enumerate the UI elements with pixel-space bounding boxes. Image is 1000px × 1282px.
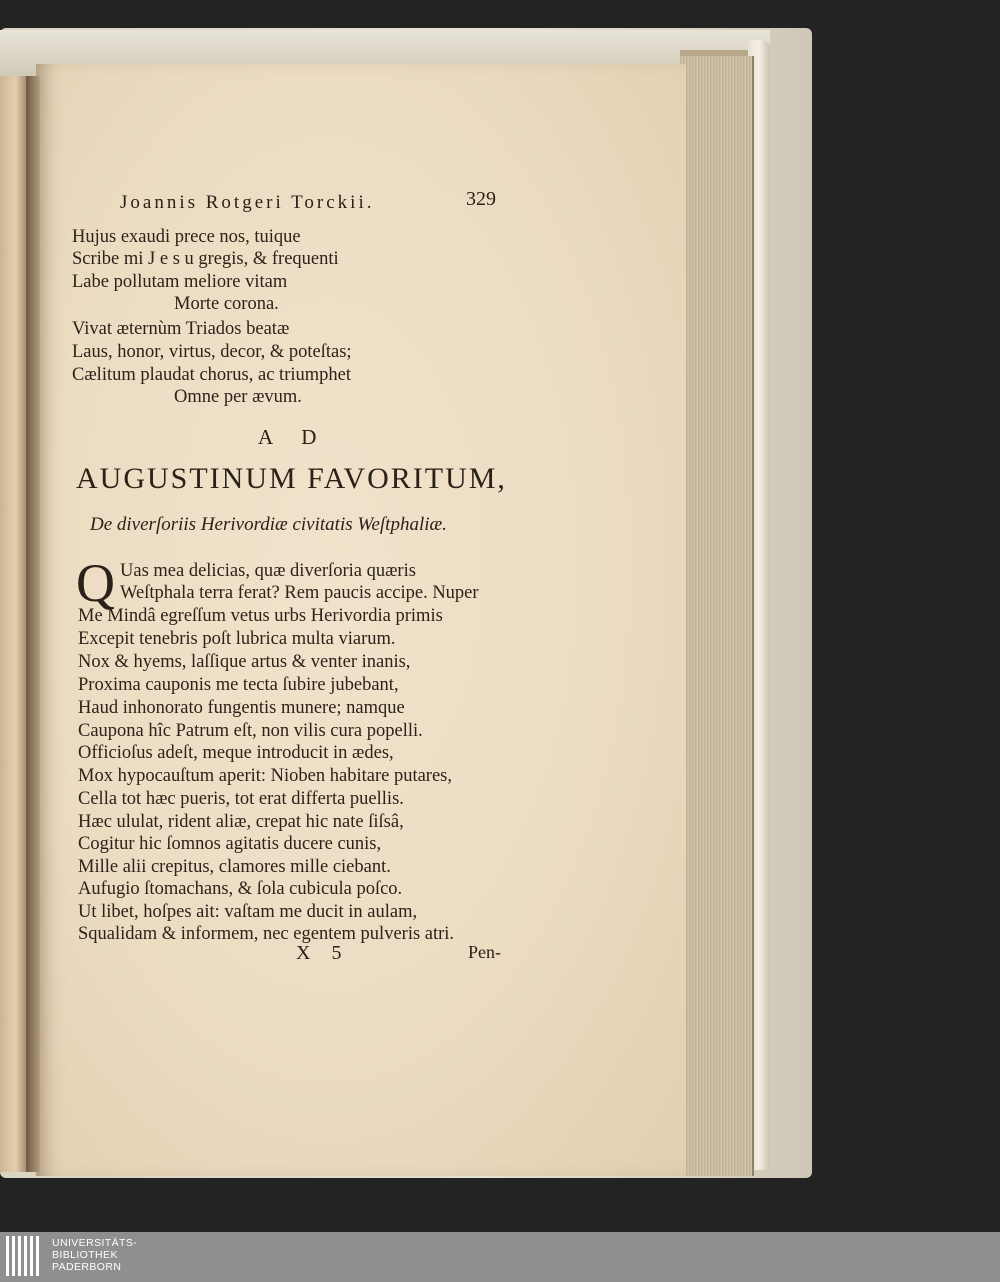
poem-line: Me Mindâ egreſſum vetus urbs Herivordia primis xyxy=(78,606,443,626)
hymn-line: Labe pollutam meliore vitam xyxy=(72,272,288,292)
hymn-line: Omne per ævum. xyxy=(174,387,302,407)
poem-line: Uas mea delicias, quæ diverſoria quæris xyxy=(120,561,416,581)
hymn-line: Cælitum plaudat chorus, ac triumphet xyxy=(72,365,351,385)
poem-title: AUGUSTINUM FAVORITUM, xyxy=(76,462,507,495)
catchword: Pen- xyxy=(468,942,501,962)
poem-line: Caupona hîc Patrum eſt, non vilis cura popelli. xyxy=(78,721,423,741)
ad-heading: A D xyxy=(258,425,329,449)
poem-line: Squalidam & informem, nec egentem pulveris atri. xyxy=(78,924,455,944)
poem-line: Nox & hyems, laſſique artus & venter inanis, xyxy=(78,652,411,672)
poem-line: Officioſus adeſt, meque introducit in ædes, xyxy=(78,743,394,763)
signature-mark: X 5 xyxy=(296,942,350,964)
hymn-line: Scribe mi J e s u gregis, & frequenti xyxy=(72,249,339,269)
poem-line: Haud inhonorato fungentis munere; namque xyxy=(78,698,405,718)
running-head: Joannis Rotgeri Torckii. xyxy=(120,192,375,213)
poem-line: Mille alii crepitus, clamores mille ciebant. xyxy=(78,857,391,877)
poem-line: Cella tot hæc pueris, tot erat differta puellis. xyxy=(78,789,404,809)
poem-line: Aufugio ſtomachans, & ſola cubicula poſco. xyxy=(78,879,403,899)
hymn-line: Laus, honor, virtus, decor, & poteſtas; xyxy=(72,342,352,362)
poem-line: Proxima cauponis me tecta ſubire jubebant, xyxy=(78,675,399,695)
library-name-line: BIBLIOTHEK xyxy=(52,1249,118,1261)
poem-line: Excepit tenebris poſt lubrica multa viarum. xyxy=(78,629,396,649)
library-name-line: UNIVERSITÄTS- xyxy=(52,1237,138,1249)
library-name xyxy=(52,1237,137,1273)
hymn-line: Hujus exaudi prece nos, tuique xyxy=(72,227,301,247)
poem-line: Hæc ululat, rident aliæ, crepat hic nate ſiſsâ, xyxy=(78,812,404,832)
poem-line: Weſtphala terra ferat? Rem paucis accipe. Nuper xyxy=(120,583,479,603)
library-footer xyxy=(0,1232,1000,1282)
library-logo-icon xyxy=(6,1236,44,1278)
page-number: 329 xyxy=(466,188,496,210)
poem-subtitle: De diverſoriis Herivordiæ civitatis Weſtphaliæ. xyxy=(90,514,447,535)
hymn-line: Morte corona. xyxy=(174,294,279,314)
poem-line: Ut libet, hoſpes ait: vaſtam me ducit in aulam, xyxy=(78,902,418,922)
poem-line: Cogitur hic ſomnos agitatis ducere cunis, xyxy=(78,834,382,854)
drop-cap: Q xyxy=(76,553,115,613)
library-name-line: PADERBORN xyxy=(52,1261,122,1273)
poem-line: Mox hypocauſtum aperit: Nioben habitare putares, xyxy=(78,766,453,786)
hymn-line: Vivat æternùm Triados beatæ xyxy=(72,319,290,339)
